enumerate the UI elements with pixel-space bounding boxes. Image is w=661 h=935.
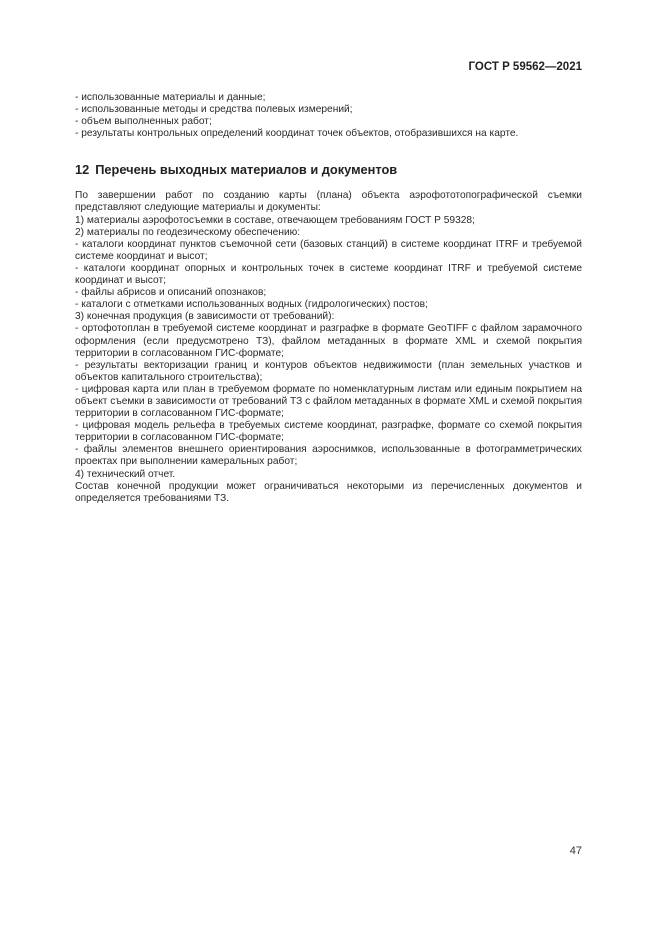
paragraph: Состав конечной продукции может ограничиваться некоторыми из перечисленных документов и определяется требованиями ТЗ.: [75, 480, 582, 504]
paragraph: - результаты векторизации границ и контуров объектов недвижимости (план земельных участков и объектов капитального строительства);: [75, 359, 582, 383]
paragraph: 1) материалы аэрофотосъемки в составе, отвечающем требованиям ГОСТ Р 59328;: [75, 214, 475, 226]
page-number: 47: [569, 845, 582, 857]
paragraph: 4) технический отчет.: [75, 468, 176, 480]
section-heading: [75, 162, 582, 177]
paragraph: - каталоги с отметками использованных водных (гидрологических) постов;: [75, 299, 428, 311]
section-title: Перечень выходных материалов и документов: [95, 162, 398, 178]
paragraph: - цифровая карта или план в требуемом формате по номенклатурным листам или единым покрытием на объект съемки в зависимости от требований ТЗ с файлом метаданных в формате XML и схемой покрытия территории в согласованном ГИС-формате;: [75, 383, 582, 420]
list-item: - использованные методы и средства полевых измерений;: [75, 104, 353, 116]
paragraph: - файлы элементов внешнего ориентирования аэроснимков, использованные в фотограмметрических проектах при выполнении камеральных работ;: [75, 444, 582, 468]
list-item: - результаты контрольных определений координат точек объектов, отобразившихся на карте.: [75, 128, 519, 140]
section-number: 12: [75, 162, 90, 178]
list-item: - использованные материалы и данные;: [75, 92, 266, 103]
top-list: [75, 92, 582, 140]
page-content: [75, 92, 582, 505]
section-body: [75, 190, 582, 504]
paragraph: - ортофотоплан в требуемой системе координат и разграфке в формате GeoTIFF с файлом зарамочного оформления (если предусмотрено ТЗ), файлом метаданных в формате XML и схемой покрытия территории в согласованном ГИС-формате;: [75, 323, 582, 359]
paragraph: - каталоги координат опорных и контрольных точек в системе координат ITRF и требуемой системе координат и высот;: [75, 262, 582, 287]
paragraph: - каталоги координат пунктов съемочной сети (базовых станций) в системе координат ITRF и требуемой системе координат и высот;: [75, 238, 582, 262]
paragraph: 2) материалы по геодезическому обеспечению:: [75, 226, 301, 238]
paragraph: - файлы абрисов и описаний опознаков;: [75, 287, 267, 299]
document-code: ГОСТ Р 59562—2021: [468, 61, 582, 73]
list-item: - объем выполненных работ;: [75, 116, 212, 128]
paragraph: По завершении работ по созданию карты (плана) объекта аэрофототопографической съемки представляют следующие материалы и документы:: [75, 190, 582, 214]
paragraph: - цифровая модель рельефа в требуемых системе координат, разграфке, формате со схемой покрытия территории в согласованном ГИС-формате;: [75, 420, 582, 444]
paragraph: 3) конечная продукция (в зависимости от требований):: [75, 311, 335, 323]
